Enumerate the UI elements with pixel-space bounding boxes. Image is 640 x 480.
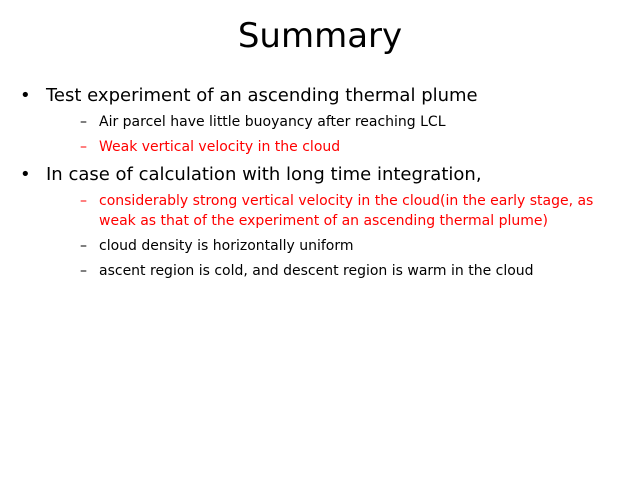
bullet-item: [20, 163, 620, 281]
bullet-text: In case of calculation with long time integration,: [46, 164, 482, 185]
slide-content: [20, 84, 620, 287]
sub-bullet-text: ascent region is cold, and descent region is warm in the cloud: [99, 263, 534, 279]
sub-bullet-list: [46, 191, 620, 281]
sub-bullet-text: Weak vertical velocity in the cloud: [99, 139, 341, 155]
slide-title: Summary: [237, 16, 403, 56]
dash-icon: –: [80, 263, 87, 279]
bullet-icon: •: [20, 85, 31, 106]
sub-bullet-text: cloud density is horizontally uniform: [99, 238, 354, 254]
sub-bullet-item: [46, 236, 620, 256]
sub-bullet-list: [46, 112, 620, 157]
bullet-text: Test experiment of an ascending thermal plume: [46, 85, 478, 106]
dash-icon: –: [80, 193, 87, 209]
sub-bullet-item: [46, 137, 620, 157]
dash-icon: –: [80, 139, 87, 155]
dash-icon: –: [80, 114, 87, 130]
sub-bullet-item: [46, 112, 620, 132]
bullet-icon: •: [20, 164, 31, 185]
dash-icon: –: [80, 238, 87, 254]
sub-bullet-text: considerably strong vertical velocity in the cloud(in the early stage, as weak as that of the experiment of an ascending thermal plume): [99, 193, 594, 229]
sub-bullet-item: [46, 191, 620, 231]
sub-bullet-item: [46, 261, 620, 281]
bullet-item: [20, 84, 620, 157]
sub-bullet-text: Air parcel have little buoyancy after reaching LCL: [99, 114, 446, 130]
